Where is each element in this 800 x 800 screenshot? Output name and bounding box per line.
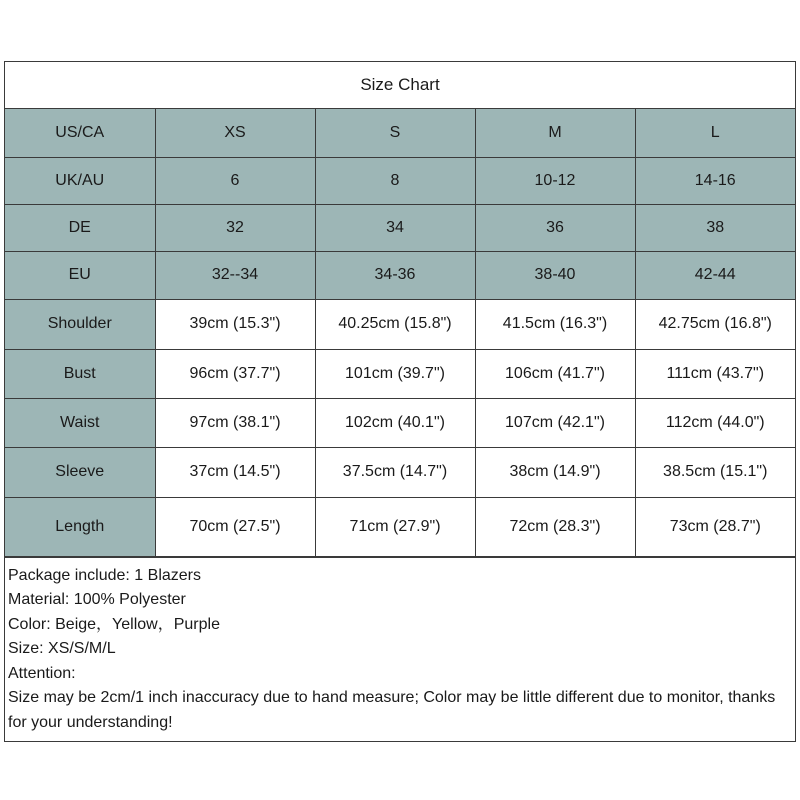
table-cell: 40.25cm (15.8") [315, 299, 475, 349]
table-cell: 106cm (41.7") [475, 349, 635, 398]
header-cell-region: US/CA [5, 109, 155, 157]
disclaimer-note: Size may be 2cm/1 inch inaccuracy due to hand measure; Color may be little different due to monitor, thanks for your understanding! [8, 689, 776, 731]
table-row [5, 157, 795, 204]
table-cell: 34 [315, 204, 475, 251]
row-label: Bust [5, 349, 155, 398]
row-label: EU [5, 251, 155, 299]
table-cell: 14-16 [635, 157, 795, 204]
table-cell: 34-36 [315, 251, 475, 299]
size-chart [4, 61, 796, 742]
table-cell: 42-44 [635, 251, 795, 299]
table-cell: 8 [315, 157, 475, 204]
attention-note: Attention: [8, 664, 76, 682]
table-row [5, 497, 795, 556]
row-label: Waist [5, 398, 155, 447]
table-cell: 38.5cm (15.1") [635, 447, 795, 497]
table-cell: 37.5cm (14.7") [315, 447, 475, 497]
table-cell: 97cm (38.1") [155, 398, 315, 447]
size-table [5, 109, 795, 557]
table-cell: 36 [475, 204, 635, 251]
table-row [5, 398, 795, 447]
table-cell: 70cm (27.5") [155, 497, 315, 556]
table-cell: 102cm (40.1") [315, 398, 475, 447]
table-row [5, 204, 795, 251]
material-note: Material: 100% Polyester [8, 591, 186, 608]
table-cell: 32 [155, 204, 315, 251]
table-cell: 32--34 [155, 251, 315, 299]
table-cell: 10-12 [475, 157, 635, 204]
table-cell: 101cm (39.7") [315, 349, 475, 398]
table-cell: 38cm (14.9") [475, 447, 635, 497]
table-cell: 73cm (28.7") [635, 497, 795, 556]
table-cell: 38-40 [475, 251, 635, 299]
header-cell-xs: XS [155, 109, 315, 157]
header-cell-m: M [475, 109, 635, 157]
table-cell: 72cm (28.3") [475, 497, 635, 556]
table-cell: 112cm (44.0") [635, 398, 795, 447]
size-chart-title: Size Chart [5, 62, 795, 109]
table-cell: 6 [155, 157, 315, 204]
package-note: Package include: 1 Blazers [8, 566, 201, 584]
header-row [5, 109, 795, 157]
table-row [5, 299, 795, 349]
row-label: Sleeve [5, 447, 155, 497]
row-label: Shoulder [5, 299, 155, 349]
table-cell: 42.75cm (16.8") [635, 299, 795, 349]
header-cell-s: S [315, 109, 475, 157]
table-cell: 107cm (42.1") [475, 398, 635, 447]
table-cell: 41.5cm (16.3") [475, 299, 635, 349]
table-row [5, 447, 795, 497]
table-cell: 37cm (14.5") [155, 447, 315, 497]
table-row [5, 349, 795, 398]
table-row [5, 251, 795, 299]
table-cell: 111cm (43.7") [635, 349, 795, 398]
color-note: Color: Beige，Yellow，Purple [8, 615, 220, 633]
row-label: Length [5, 497, 155, 556]
header-cell-l: L [635, 109, 795, 157]
row-label: DE [5, 204, 155, 251]
table-cell: 71cm (27.9") [315, 497, 475, 556]
table-cell: 39cm (15.3") [155, 299, 315, 349]
row-label: UK/AU [5, 157, 155, 204]
table-cell: 38 [635, 204, 795, 251]
table-cell: 96cm (37.7") [155, 349, 315, 398]
product-notes [5, 557, 795, 742]
size-note: Size: XS/S/M/L [8, 640, 116, 657]
